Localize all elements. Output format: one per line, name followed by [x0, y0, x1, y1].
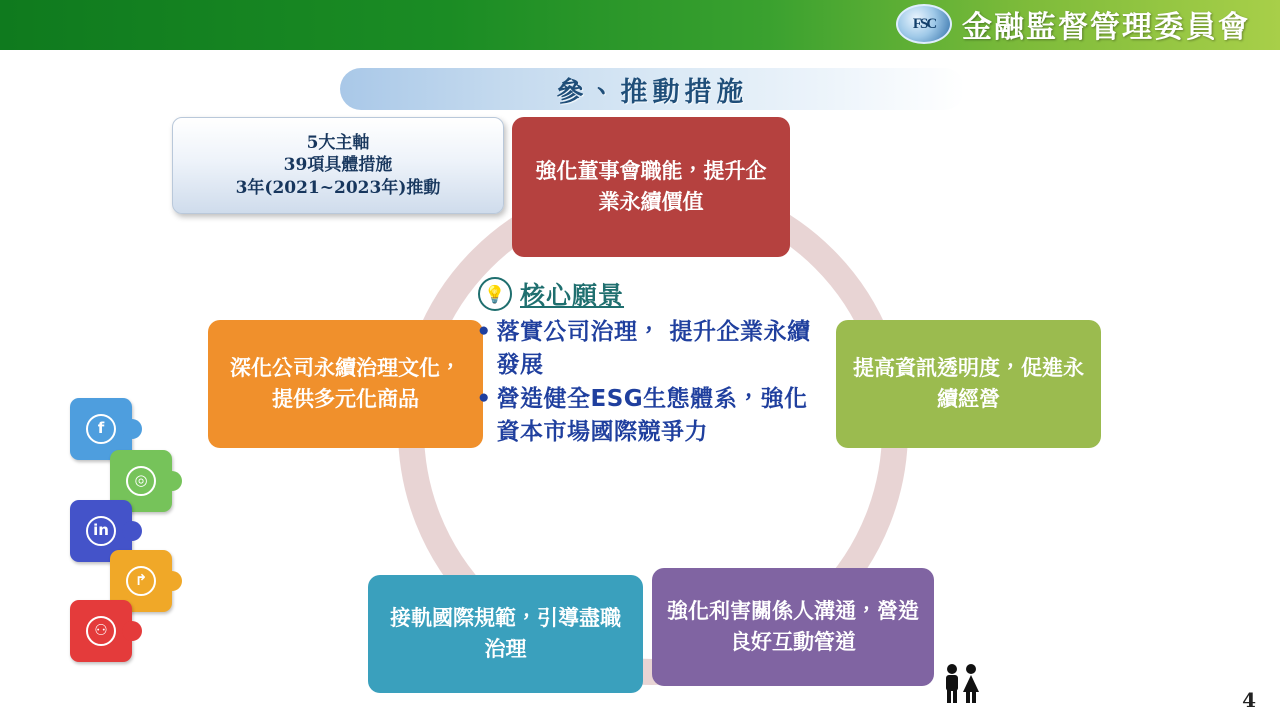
core-vision-block — [478, 276, 830, 451]
core-vision-title: 核心願景 — [520, 281, 625, 310]
instagram-glyph: ◎ — [126, 466, 156, 496]
axes-line-2: 39項具體措施 — [283, 155, 393, 176]
core-vision-header — [478, 276, 830, 312]
list-item — [478, 316, 830, 381]
core-vision-bullet-1: 落實公司治理， 提升企業永續發展 — [496, 319, 811, 378]
measure-card-culture: 深化公司永續治理文化，提供多元化商品 — [208, 320, 483, 448]
axes-line-3: 3年(2021~2023年)推動 — [235, 177, 441, 198]
agency-logo — [890, 2, 1256, 46]
core-vision-bullet-2: 營造健全ESG生態體系，強化資本市場國際競爭力 — [496, 386, 808, 445]
page-title: 參、推動措施 — [556, 76, 749, 108]
list-item — [478, 383, 830, 448]
axes-summary-box — [172, 117, 504, 214]
core-vision-list — [478, 316, 830, 449]
slide-title-banner — [340, 68, 965, 110]
bullet-icon: ● — [478, 387, 490, 409]
bullet-icon: ● — [478, 320, 490, 341]
page-number: 4 — [1242, 688, 1256, 712]
measure-card-transparency: 提高資訊透明度，促進永續經營 — [836, 320, 1101, 448]
measure-card-stakeholder-communication: 強化利害關係人溝通，營造良好互動管道 — [652, 568, 934, 686]
linkedin-glyph: in — [86, 516, 116, 546]
lightbulb-icon: 💡 — [478, 277, 512, 311]
measure-card-international-norms: 接軌國際規範，引導盡職治理 — [368, 575, 643, 693]
axes-line-1: 5大主軸 — [306, 132, 370, 153]
measure-card-board-function: 強化董事會職能，提升企業永續價值 — [512, 117, 790, 257]
facebook-glyph: f — [86, 414, 116, 444]
people-pictogram-icon — [938, 662, 986, 704]
agency-name: 金融監督管理委員會 — [962, 10, 1250, 45]
twitter-glyph: ↱ — [126, 566, 156, 596]
social-puzzle-cluster — [48, 392, 218, 667]
share-icon — [70, 600, 132, 662]
fsc-emblem-icon: FSC — [896, 4, 952, 44]
share-glyph: ⚇ — [86, 616, 116, 646]
